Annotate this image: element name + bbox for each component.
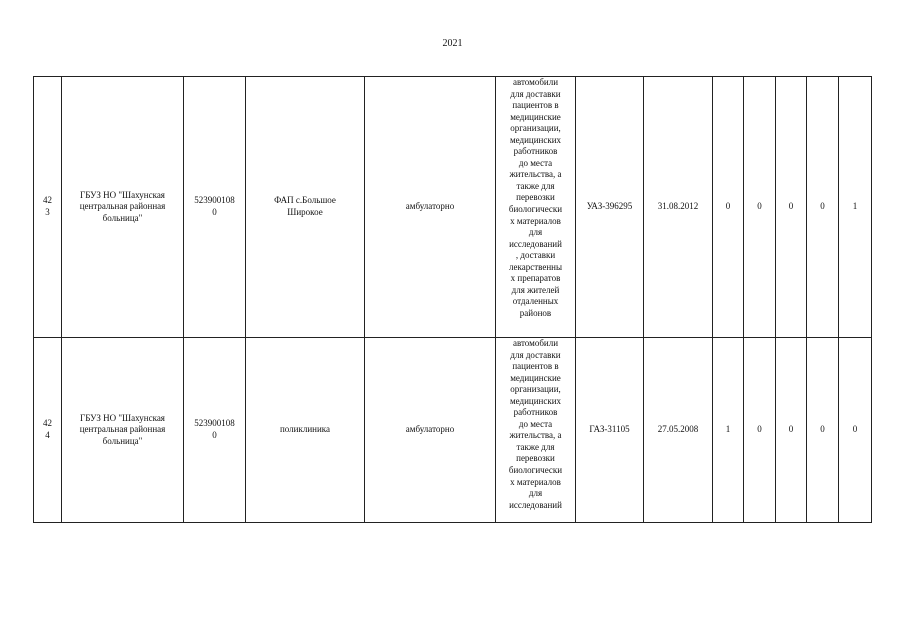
vehicle-model-cell: ГАЗ-31105: [576, 338, 644, 523]
purpose-cell: автомобили для доставки пациентов в медицинские организации, медицинских работников до места жительства, а также для перевозки биологически х материалов для исследований , доставки лекарственны х препаратов для жителей отдаленных районов: [496, 77, 576, 338]
code-cell: 523900108 0: [184, 338, 246, 523]
institution-cell: ГБУЗ НО "Шахунская центральная районная больница": [62, 77, 184, 338]
table-row: [34, 338, 872, 523]
purpose-cell: автомобили для доставки пациентов в медицинские организации, медицинских работников до места жительства, а также для перевозки биологически х материалов для исследований: [496, 338, 576, 523]
value-cell: 0: [776, 338, 807, 523]
institution-cell: ГБУЗ НО "Шахунская центральная районная больница": [62, 338, 184, 523]
page-number: 2021: [442, 38, 463, 49]
date-cell: 31.08.2012: [644, 77, 713, 338]
value-cell: 0: [744, 338, 776, 523]
value-cell: 0: [807, 338, 839, 523]
row-index-cell: 42 4: [34, 338, 62, 523]
value-cell: 1: [839, 77, 872, 338]
vehicle-register-table: [33, 76, 872, 523]
value-cell: 0: [744, 77, 776, 338]
care-type-cell: амбулаторно: [365, 77, 496, 338]
unit-cell: ФАП с.Большое Широкое: [246, 77, 365, 338]
row-index-cell: 42 3: [34, 77, 62, 338]
date-cell: 27.05.2008: [644, 338, 713, 523]
value-cell: 0: [713, 77, 744, 338]
table-row: [34, 77, 872, 338]
value-cell: 0: [776, 77, 807, 338]
unit-cell: поликлиника: [246, 338, 365, 523]
value-cell: 0: [839, 338, 872, 523]
value-cell: 1: [713, 338, 744, 523]
value-cell: 0: [807, 77, 839, 338]
code-cell: 523900108 0: [184, 77, 246, 338]
care-type-cell: амбулаторно: [365, 338, 496, 523]
vehicle-model-cell: УАЗ-396295: [576, 77, 644, 338]
